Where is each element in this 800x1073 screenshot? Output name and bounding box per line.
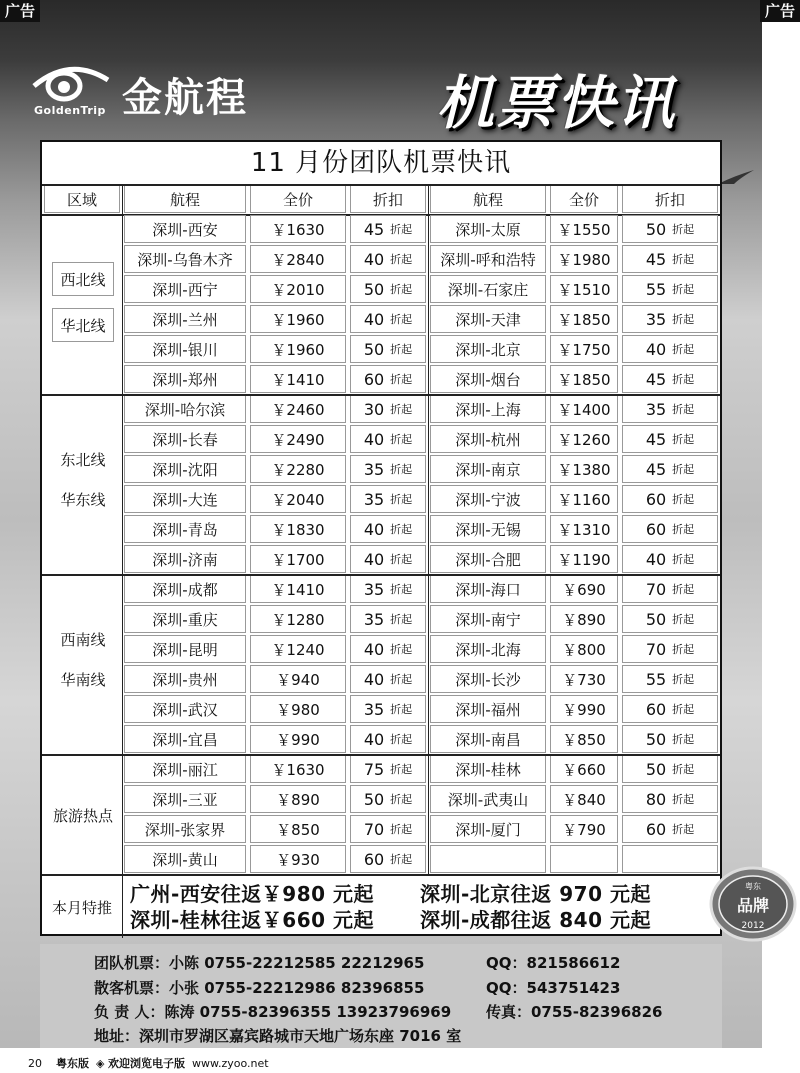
full-price-cell: ￥890: [250, 785, 346, 813]
full-price-cell: ￥1960: [250, 305, 346, 333]
route-cell: 深圳-无锡: [430, 515, 546, 543]
discount-value: 40: [645, 339, 667, 359]
discount-suffix: 折起: [390, 523, 413, 536]
full-price-cell: ￥990: [250, 725, 346, 753]
route-cell: 深圳-济南: [124, 545, 246, 573]
full-price-cell: ￥1400: [550, 395, 618, 423]
full-price-cell: ￥840: [550, 785, 618, 813]
route-cell: 深圳-上海: [430, 395, 546, 423]
badge-middle-text: 品牌: [736, 896, 770, 915]
discount-cell: [622, 695, 718, 723]
discount-cell: [622, 635, 718, 663]
full-price-cell: ￥1260: [550, 425, 618, 453]
discount-suffix: 折起: [390, 673, 413, 686]
full-price-cell: ￥1630: [250, 755, 346, 783]
discount-cell: [622, 575, 718, 603]
footer-url: www.zyoo.net: [191, 1057, 269, 1070]
special-offer-item: 深圳-成都往返 840 元起: [420, 908, 651, 932]
discount-value: 60: [363, 369, 385, 389]
discount-suffix: 折起: [672, 613, 695, 626]
route-cell: 深圳-西宁: [124, 275, 246, 303]
route-cell: 深圳-重庆: [124, 605, 246, 633]
logo-chinese: 金航程: [122, 75, 248, 121]
discount-suffix: 折起: [672, 643, 695, 656]
route-cell: 深圳-三亚: [124, 785, 246, 813]
route-cell: 深圳-黄山: [124, 845, 246, 873]
route-cell: 深圳-郑州: [124, 365, 246, 393]
discount-cell: [350, 695, 426, 723]
discount-suffix: 折起: [390, 853, 413, 866]
footer: [28, 1055, 269, 1071]
footer-logo-icon: ◈: [96, 1057, 105, 1070]
route-cell: 深圳-长春: [124, 425, 246, 453]
route-cell: 深圳-乌鲁木齐: [124, 245, 246, 273]
route-cell: 深圳-福州: [430, 695, 546, 723]
special-offer-label: 本月特推: [51, 898, 112, 917]
discount-suffix: 折起: [390, 313, 413, 326]
full-price-cell: ￥850: [250, 815, 346, 843]
full-price-cell: ￥1510: [550, 275, 618, 303]
discount-value: 40: [363, 549, 385, 569]
route-cell: 深圳-石家庄: [430, 275, 546, 303]
discount-cell: [350, 335, 426, 363]
discount-cell: [622, 755, 718, 783]
region-label: 华东线: [60, 490, 106, 509]
discount-cell: [622, 335, 718, 363]
brand-badge-icon: [708, 866, 798, 942]
full-price-cell: ￥930: [250, 845, 346, 873]
discount-value: 60: [645, 489, 667, 509]
special-offer-item: 广州-西安往返￥980 元起: [130, 882, 375, 906]
table-header-cell: 航程: [430, 185, 546, 213]
full-price-cell: ￥1980: [550, 245, 618, 273]
table-header-cell: 折扣: [350, 185, 426, 213]
discount-suffix: 折起: [390, 763, 413, 776]
discount-suffix: 折起: [672, 283, 695, 296]
discount-value: 40: [363, 669, 385, 689]
discount-cell: [350, 605, 426, 633]
route-cell: 深圳-南宁: [430, 605, 546, 633]
full-price-cell: ￥1700: [250, 545, 346, 573]
discount-suffix: 折起: [390, 403, 413, 416]
discount-value: 40: [363, 519, 385, 539]
fare-table: [40, 140, 722, 936]
full-price-cell: ￥660: [550, 755, 618, 783]
full-price-cell: ￥1380: [550, 455, 618, 483]
route-cell: 深圳-武夷山: [430, 785, 546, 813]
discount-suffix: 折起: [390, 703, 413, 716]
full-price-cell: ￥1850: [550, 305, 618, 333]
full-price-cell: ￥2280: [250, 455, 346, 483]
discount-cell: [350, 485, 426, 513]
discount-value: 45: [645, 459, 667, 479]
ad-tag-right: 广告: [760, 0, 800, 22]
discount-value: 45: [645, 429, 667, 449]
discount-value: 35: [363, 609, 385, 629]
full-price-cell: ￥850: [550, 725, 618, 753]
discount-cell: [622, 455, 718, 483]
discount-suffix: 折起: [390, 643, 413, 656]
discount-cell: [350, 215, 426, 243]
full-price-cell: ￥990: [550, 695, 618, 723]
discount-cell: [350, 365, 426, 393]
route-cell: 深圳-丽江: [124, 755, 246, 783]
route-cell: 深圳-南京: [430, 455, 546, 483]
discount-suffix: 折起: [672, 703, 695, 716]
discount-suffix: 折起: [672, 673, 695, 686]
full-price-cell: ￥1280: [250, 605, 346, 633]
full-price-cell: ￥1960: [250, 335, 346, 363]
discount-cell: [350, 755, 426, 783]
banner-title: 机票快讯: [436, 69, 677, 137]
discount-value: 50: [363, 339, 385, 359]
discount-value: 60: [645, 819, 667, 839]
discount-value: 40: [363, 309, 385, 329]
table-empty-cell: [430, 845, 546, 873]
discount-cell: [622, 665, 718, 693]
full-price-cell: ￥1850: [550, 365, 618, 393]
table-header-cell: 折扣: [622, 185, 718, 213]
discount-value: 30: [363, 399, 385, 419]
region-label: 西南线: [60, 630, 106, 649]
full-price-cell: ￥2460: [250, 395, 346, 423]
route-cell: 深圳-银川: [124, 335, 246, 363]
discount-value: 60: [363, 849, 385, 869]
discount-suffix: 折起: [672, 223, 695, 236]
table-header-cell: 全价: [250, 185, 346, 213]
discount-value: 40: [645, 549, 667, 569]
discount-cell: [622, 425, 718, 453]
contact-box: [40, 944, 722, 1048]
badge-top-text: 粤东: [745, 882, 761, 891]
route-cell: 深圳-青岛: [124, 515, 246, 543]
full-price-cell: ￥730: [550, 665, 618, 693]
region-label: 西北线: [52, 262, 114, 296]
discount-value: 50: [363, 279, 385, 299]
logo-english: GoldenTrip: [34, 104, 106, 117]
route-cell: 深圳-南昌: [430, 725, 546, 753]
discount-cell: [622, 605, 718, 633]
table-vertical-divider: [428, 184, 429, 874]
discount-value: 60: [645, 519, 667, 539]
discount-value: 40: [363, 729, 385, 749]
discount-suffix: 折起: [672, 313, 695, 326]
full-price-cell: ￥790: [550, 815, 618, 843]
discount-value: 35: [645, 309, 667, 329]
discount-cell: [622, 815, 718, 843]
discount-suffix: 折起: [672, 373, 695, 386]
discount-value: 50: [645, 729, 667, 749]
route-cell: 深圳-贵州: [124, 665, 246, 693]
discount-value: 35: [363, 699, 385, 719]
discount-cell: [350, 815, 426, 843]
full-price-cell: ￥690: [550, 575, 618, 603]
discount-cell: [622, 245, 718, 273]
full-price-cell: ￥980: [250, 695, 346, 723]
special-divider: [122, 874, 123, 938]
table-empty-cell: [622, 845, 718, 873]
discount-suffix: 折起: [390, 223, 413, 236]
discount-suffix: 折起: [672, 493, 695, 506]
discount-value: 50: [645, 219, 667, 239]
discount-suffix: 折起: [672, 793, 695, 806]
golden-eye-logo-icon: [30, 62, 112, 102]
discount-suffix: 折起: [672, 343, 695, 356]
full-price-cell: ￥1410: [250, 575, 346, 603]
discount-value: 35: [645, 399, 667, 419]
route-cell: 深圳-天津: [430, 305, 546, 333]
special-offer-item: 深圳-北京往返 970 元起: [420, 882, 651, 906]
table-empty-cell: [550, 845, 618, 873]
discount-suffix: 折起: [390, 793, 413, 806]
discount-suffix: 折起: [672, 433, 695, 446]
discount-value: 70: [363, 819, 385, 839]
discount-value: 40: [363, 249, 385, 269]
full-price-cell: ￥1240: [250, 635, 346, 663]
discount-suffix: 折起: [390, 343, 413, 356]
discount-cell: [622, 275, 718, 303]
discount-cell: [622, 305, 718, 333]
individual-ticket-qq: QQ：543751423: [486, 979, 621, 997]
discount-suffix: 折起: [390, 733, 413, 746]
route-cell: 深圳-海口: [430, 575, 546, 603]
discount-value: 55: [645, 279, 667, 299]
discount-suffix: 折起: [390, 823, 413, 836]
route-cell: 深圳-太原: [430, 215, 546, 243]
full-price-cell: ￥1410: [250, 365, 346, 393]
discount-suffix: 折起: [672, 403, 695, 416]
full-price-cell: ￥1830: [250, 515, 346, 543]
full-price-cell: ￥2840: [250, 245, 346, 273]
route-cell: 深圳-哈尔滨: [124, 395, 246, 423]
discount-suffix: 折起: [390, 433, 413, 446]
discount-suffix: 折起: [390, 493, 413, 506]
route-cell: 深圳-呼和浩特: [430, 245, 546, 273]
discount-suffix: 折起: [672, 733, 695, 746]
route-cell: 深圳-武汉: [124, 695, 246, 723]
page-number: 20: [28, 1057, 42, 1070]
discount-suffix: 折起: [672, 253, 695, 266]
manager-contact: 负 责 人：陈涛 0755-82396355 13923796969: [94, 1003, 452, 1021]
route-cell: 深圳-合肥: [430, 545, 546, 573]
footer-text: 欢迎浏览电子版: [107, 1057, 185, 1070]
discount-value: 60: [645, 699, 667, 719]
route-cell: 深圳-兰州: [124, 305, 246, 333]
full-price-cell: ￥1310: [550, 515, 618, 543]
full-price-cell: ￥1160: [550, 485, 618, 513]
full-price-cell: ￥1190: [550, 545, 618, 573]
group-divider: [42, 874, 720, 876]
full-price-cell: ￥890: [550, 605, 618, 633]
table-divider: [42, 184, 720, 186]
discount-suffix: 折起: [390, 553, 413, 566]
discount-value: 50: [645, 759, 667, 779]
route-cell: 深圳-西安: [124, 215, 246, 243]
discount-suffix: 折起: [672, 763, 695, 776]
discount-cell: [350, 245, 426, 273]
discount-value: 50: [363, 789, 385, 809]
discount-value: 80: [645, 789, 667, 809]
full-price-cell: ￥800: [550, 635, 618, 663]
bird-icon: [716, 168, 756, 188]
route-cell: 深圳-宜昌: [124, 725, 246, 753]
discount-cell: [350, 275, 426, 303]
region-label: 华南线: [60, 670, 106, 689]
address: 地址：深圳市罗湖区嘉宾路城市天地广场东座 7016 室: [94, 1027, 462, 1045]
discount-cell: [622, 215, 718, 243]
ad-tag-left: 广告: [0, 0, 40, 22]
discount-value: 70: [645, 579, 667, 599]
full-price-cell: ￥1750: [550, 335, 618, 363]
discount-cell: [622, 545, 718, 573]
discount-suffix: 折起: [390, 583, 413, 596]
region-label: 东北线: [60, 450, 106, 469]
discount-value: 75: [363, 759, 385, 779]
table-vertical-divider: [122, 184, 123, 874]
discount-value: 50: [645, 609, 667, 629]
discount-value: 35: [363, 579, 385, 599]
group-ticket-qq: QQ：821586612: [486, 954, 621, 972]
route-cell: 深圳-杭州: [430, 425, 546, 453]
discount-suffix: 折起: [672, 823, 695, 836]
discount-cell: [350, 845, 426, 873]
discount-cell: [350, 635, 426, 663]
discount-suffix: 折起: [390, 463, 413, 476]
discount-cell: [350, 785, 426, 813]
discount-cell: [622, 725, 718, 753]
discount-cell: [622, 785, 718, 813]
edition: 粤东版: [56, 1057, 89, 1070]
individual-ticket-contact: 散客机票：小张 0755-22212986 82396855: [94, 979, 425, 997]
discount-suffix: 折起: [390, 253, 413, 266]
region-label: 华北线: [52, 308, 114, 342]
discount-suffix: 折起: [672, 523, 695, 536]
discount-cell: [350, 545, 426, 573]
group-divider: [42, 394, 720, 396]
table-header-cell: 区域: [44, 185, 120, 213]
discount-suffix: 折起: [672, 583, 695, 596]
discount-cell: [350, 515, 426, 543]
route-cell: 深圳-桂林: [430, 755, 546, 783]
discount-value: 45: [363, 219, 385, 239]
full-price-cell: ￥1550: [550, 215, 618, 243]
special-offer-item: 深圳-桂林往返￥660 元起: [130, 908, 375, 932]
full-price-cell: ￥2490: [250, 425, 346, 453]
badge-year-text: 2012: [741, 921, 765, 931]
discount-suffix: 折起: [672, 463, 695, 476]
route-cell: 深圳-大连: [124, 485, 246, 513]
full-price-cell: ￥2040: [250, 485, 346, 513]
discount-value: 45: [645, 249, 667, 269]
discount-cell: [350, 425, 426, 453]
fax-contact: 传真：0755-82396826: [486, 1003, 663, 1021]
route-cell: 深圳-昆明: [124, 635, 246, 663]
discount-value: 35: [363, 489, 385, 509]
table-title: 11 月份团队机票快讯: [250, 148, 512, 178]
discount-value: 35: [363, 459, 385, 479]
discount-suffix: 折起: [390, 613, 413, 626]
discount-cell: [622, 365, 718, 393]
full-price-cell: ￥2010: [250, 275, 346, 303]
discount-value: 55: [645, 669, 667, 689]
route-cell: 深圳-厦门: [430, 815, 546, 843]
route-cell: 深圳-宁波: [430, 485, 546, 513]
discount-value: 40: [363, 639, 385, 659]
region-label: 旅游热点: [52, 806, 113, 825]
route-cell: 深圳-成都: [124, 575, 246, 603]
discount-cell: [622, 395, 718, 423]
discount-value: 40: [363, 429, 385, 449]
route-cell: 深圳-长沙: [430, 665, 546, 693]
discount-suffix: 折起: [390, 283, 413, 296]
discount-cell: [350, 395, 426, 423]
table-header-cell: 航程: [124, 185, 246, 213]
discount-cell: [622, 485, 718, 513]
discount-cell: [622, 515, 718, 543]
discount-cell: [350, 455, 426, 483]
route-cell: 深圳-烟台: [430, 365, 546, 393]
full-price-cell: ￥940: [250, 665, 346, 693]
route-cell: 深圳-张家界: [124, 815, 246, 843]
route-cell: 深圳-沈阳: [124, 455, 246, 483]
discount-cell: [350, 725, 426, 753]
discount-cell: [350, 575, 426, 603]
route-cell: 深圳-北海: [430, 635, 546, 663]
route-cell: 深圳-北京: [430, 335, 546, 363]
group-divider: [42, 574, 720, 576]
group-divider: [42, 754, 720, 756]
group-ticket-contact: 团队机票：小陈 0755-22212585 22212965: [94, 954, 425, 972]
discount-suffix: 折起: [672, 553, 695, 566]
full-price-cell: ￥1630: [250, 215, 346, 243]
discount-suffix: 折起: [390, 373, 413, 386]
discount-value: 45: [645, 369, 667, 389]
table-header-cell: 全价: [550, 185, 618, 213]
discount-cell: [350, 305, 426, 333]
discount-value: 70: [645, 639, 667, 659]
discount-cell: [350, 665, 426, 693]
